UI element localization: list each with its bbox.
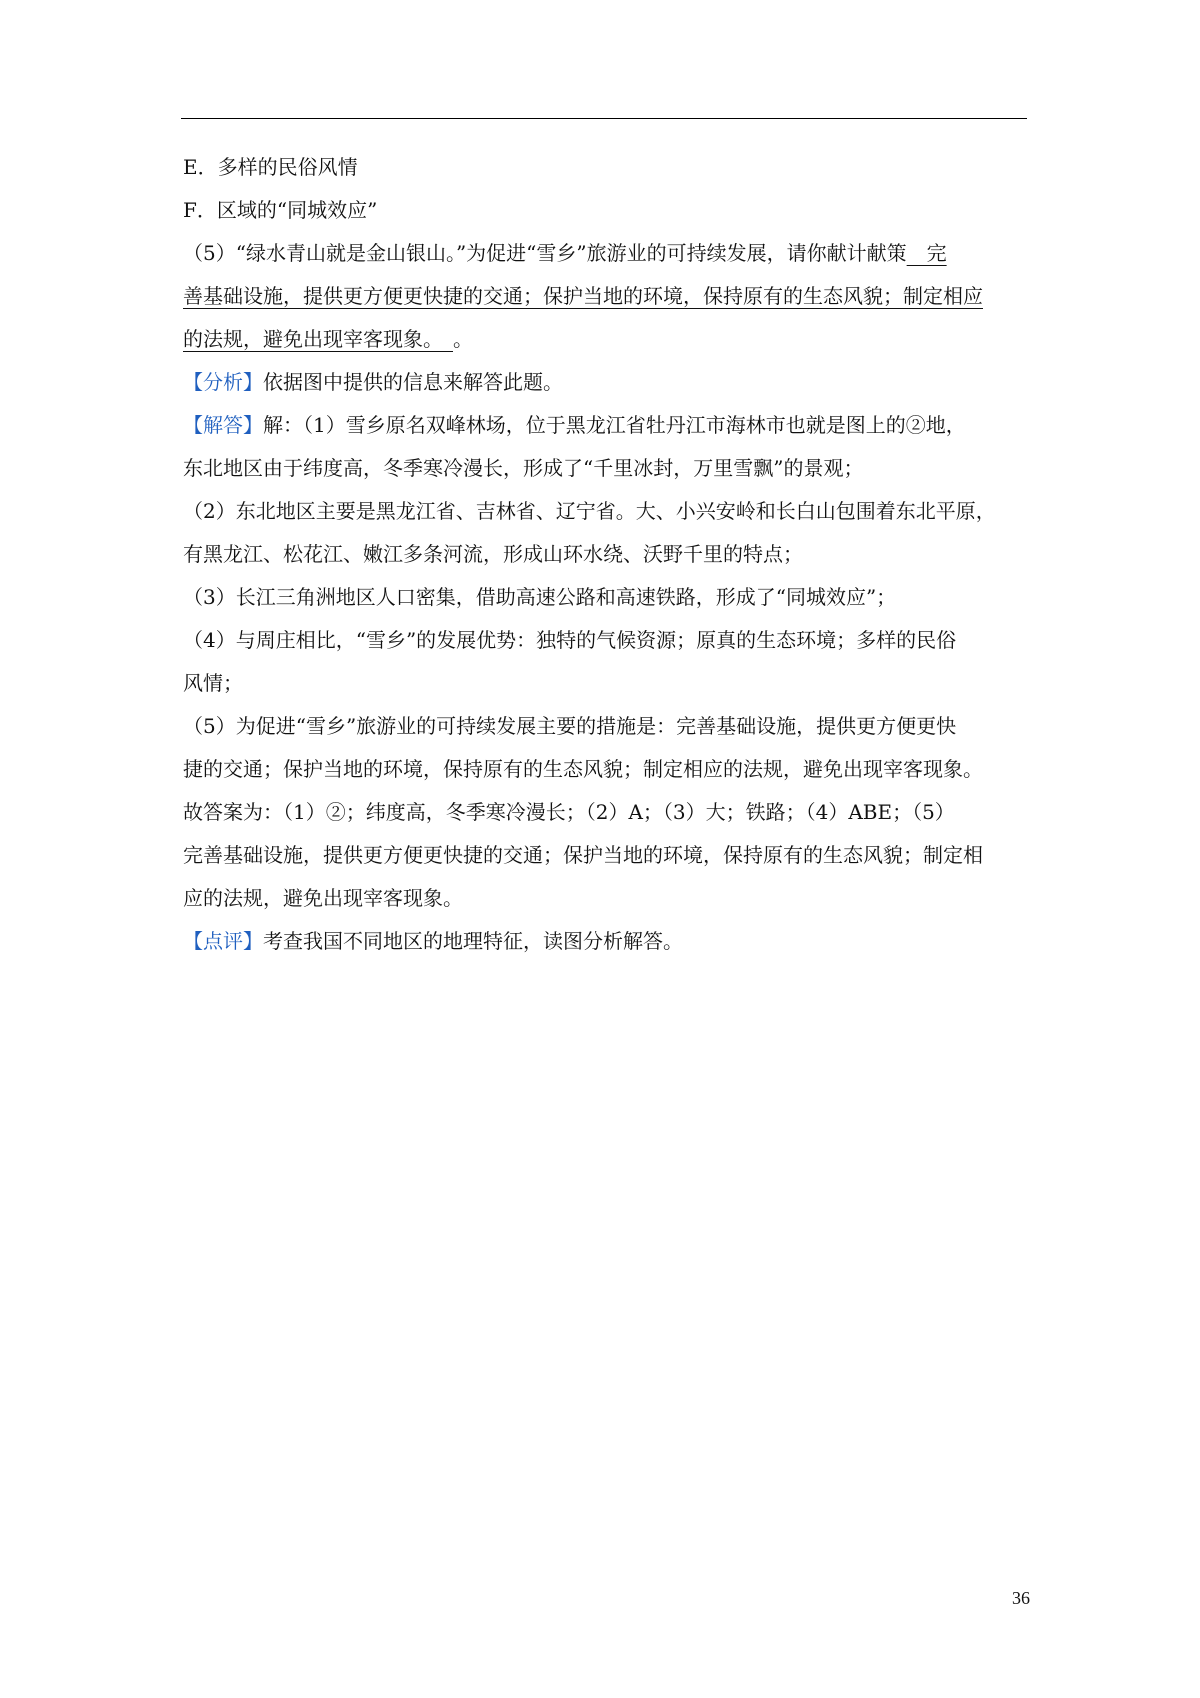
question-5-end: 。 [453, 327, 473, 351]
solution-line: 有黑龙江、松花江、嫩江多条河流，形成山环水绕、沃野千里的特点； [183, 542, 803, 566]
question-5 [183, 232, 1027, 275]
solution-line-text: 解：（1）雪乡原名双峰林场，位于黑龙江省牡丹江市海林市也就是图上的②地， [263, 413, 966, 437]
analysis-paragraph [183, 361, 1027, 404]
solution-line: （5）为促进“雪乡”旅游业的可持续发展主要的措施是：完善基础设施，提供更方便更快 [183, 714, 957, 738]
question-5-answer-line3 [183, 318, 1027, 361]
option-e: E．多样的民俗风情 [183, 155, 358, 179]
question-5-prompt: （5）“绿水青山就是金山银山。”为促进“雪乡”旅游业的可持续发展，请你献计献策 [183, 241, 907, 265]
comment-text: 考查我国不同地区的地理特征，读图分析解答。 [263, 929, 683, 953]
analysis-text: 依据图中提供的信息来解答此题。 [263, 370, 563, 394]
solution-line: （4）与周庄相比，“雪乡”的发展优势：独特的气候资源；原真的生态环境；多样的民俗 [183, 628, 957, 652]
analysis-label: 【分析】 [183, 370, 263, 394]
solution-line: （2）东北地区主要是黑龙江省、吉林省、辽宁省。大、小兴安岭和长白山包围着东北平原， [183, 499, 996, 523]
question-5-answer-part1: 完 [906, 241, 947, 265]
question-5-answer-part2: 善基础设施，提供更方便更快捷的交通；保护当地的环境，保持原有的生态风貌；制定相应 [183, 284, 983, 308]
comment-paragraph [183, 920, 1027, 963]
solution-line: 东北地区由于纬度高，冬季寒冷漫长，形成了“千里冰封，万里雪飘”的景观； [183, 456, 864, 480]
solution-line: （3）长江三角洲地区人口密集，借助高速公路和高速铁路，形成了“同城效应”； [183, 585, 897, 609]
solution-label: 【解答】 [183, 413, 263, 437]
solution-line [183, 404, 1027, 447]
question-5-answer-part3: 的法规，避免出现宰客现象。 [183, 327, 453, 351]
header-rule [181, 118, 1027, 119]
option-f: F．区域的“同城效应” [183, 198, 378, 222]
content-body [183, 146, 1027, 963]
page-number: 36 [1012, 1588, 1030, 1608]
solution-line: 完善基础设施，提供更方便更快捷的交通；保护当地的环境，保持原有的生态风貌；制定相 [183, 843, 983, 867]
solution-line: 风情； [183, 671, 243, 695]
question-5-answer-line2 [183, 275, 1027, 318]
solution-line: 应的法规，避免出现宰客现象。 [183, 886, 463, 910]
solution-line: 捷的交通；保护当地的环境，保持原有的生态风貌；制定相应的法规，避免出现宰客现象。 [183, 757, 983, 781]
comment-label: 【点评】 [183, 929, 263, 953]
solution-line: 故答案为：（1）②；纬度高，冬季寒冷漫长；（2）A；（3）大；铁路；（4）ABE；（5） [183, 800, 955, 824]
